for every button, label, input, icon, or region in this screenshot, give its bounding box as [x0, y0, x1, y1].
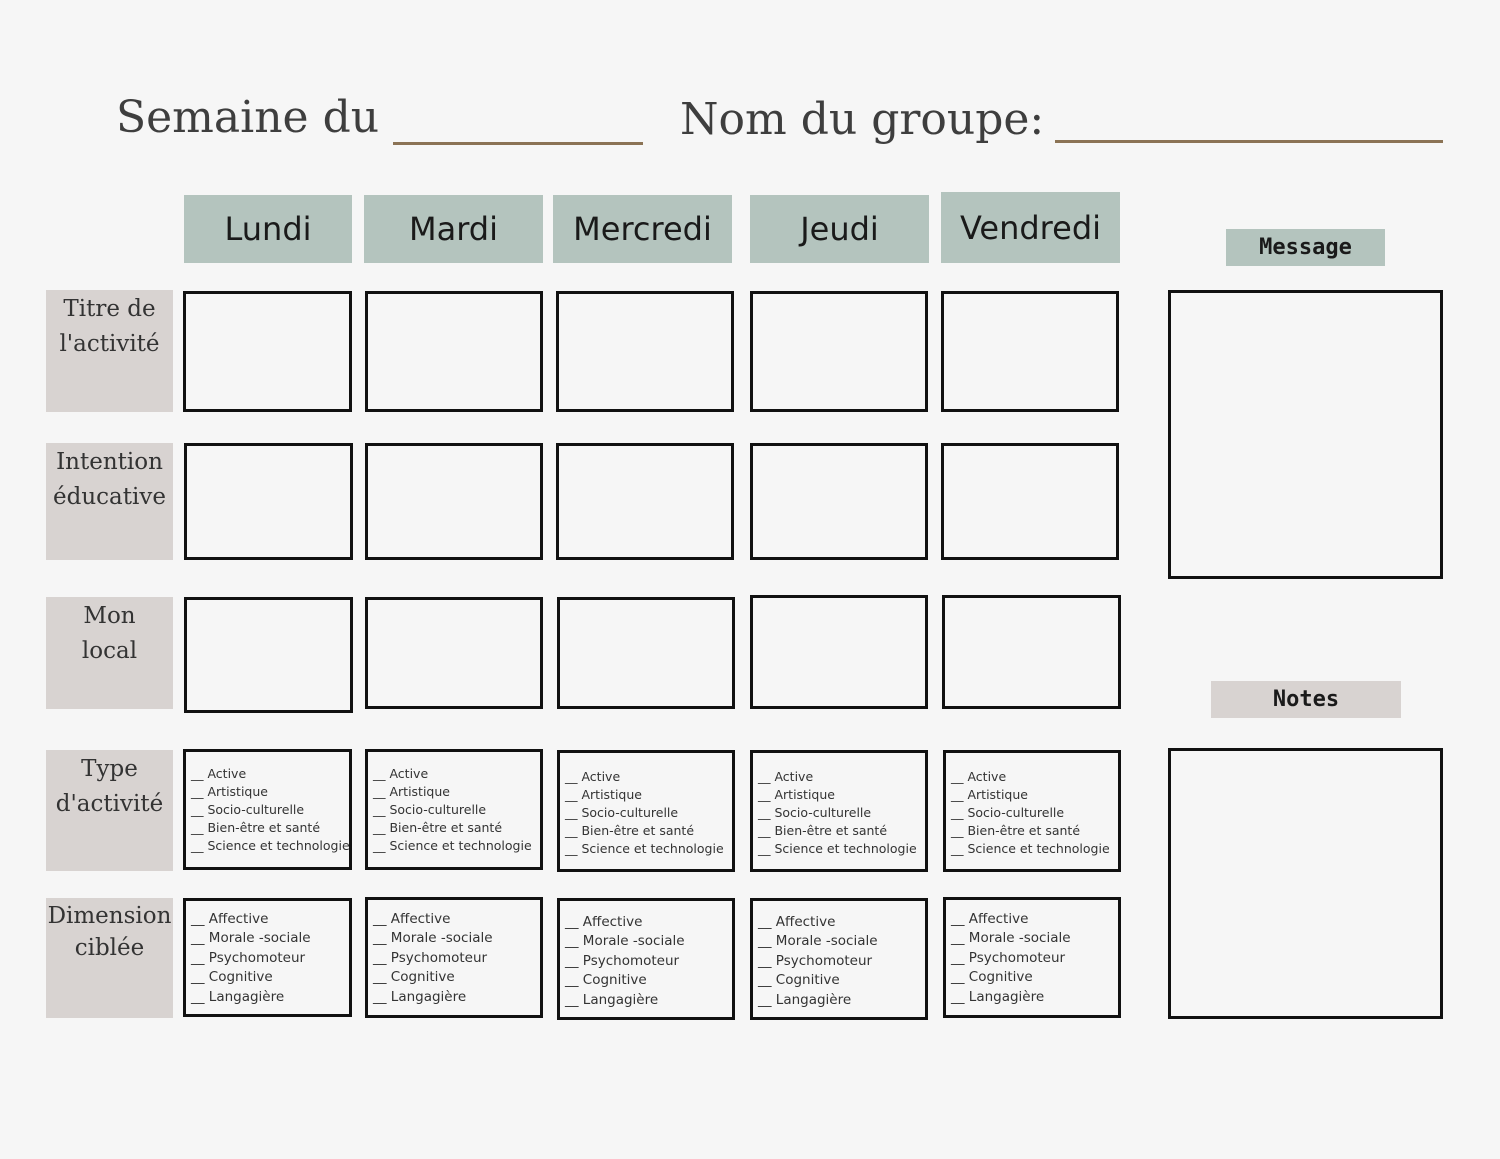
dimension-option-langagiere[interactable]: __ Langagière: [565, 991, 659, 1008]
type-option-socio-culturelle[interactable]: __ Socio-culturelle: [758, 805, 872, 820]
type-cell-friday[interactable]: [943, 750, 1121, 872]
week-label: Semaine du: [116, 92, 380, 143]
dimension-option-cognitive[interactable]: __ Cognitive: [191, 969, 273, 986]
title-cell-friday[interactable]: [941, 291, 1119, 412]
type-option-science[interactable]: __ Science et technologie: [191, 838, 350, 853]
type-option-bien-etre[interactable]: __ Bien-être et santé: [758, 823, 888, 838]
type-option-artistique[interactable]: __ Artistique: [191, 784, 268, 799]
intention-cell-monday[interactable]: [184, 443, 353, 560]
notes-box[interactable]: [1168, 748, 1443, 1019]
message-box[interactable]: [1168, 290, 1443, 579]
type-option-artistique[interactable]: __ Artistique: [758, 787, 835, 802]
day-header-monday: Lundi: [184, 195, 352, 263]
dimension-option-cognitive[interactable]: __ Cognitive: [565, 972, 647, 989]
dimension-option-morale-sociale[interactable]: __ Morale -sociale: [565, 933, 685, 950]
title-cell-thursday[interactable]: [750, 291, 928, 412]
dimension-option-langagiere[interactable]: __ Langagière: [191, 988, 285, 1005]
notes-header: Notes: [1211, 681, 1401, 718]
dimension-option-psychomoteur[interactable]: __ Psychomoteur: [191, 949, 306, 966]
title-cell-monday[interactable]: [183, 291, 352, 412]
type-cell-tuesday[interactable]: [365, 749, 543, 870]
dimension-option-morale-sociale[interactable]: __ Morale -sociale: [951, 930, 1071, 947]
dimension-cell-thursday[interactable]: [750, 898, 928, 1020]
dimension-option-cognitive[interactable]: __ Cognitive: [758, 972, 840, 989]
dimension-cell-monday[interactable]: [183, 898, 352, 1017]
dimension-option-affective[interactable]: __ Affective: [565, 914, 643, 930]
intention-cell-wednesday[interactable]: [556, 443, 734, 560]
day-header-wednesday: Mercredi: [553, 195, 732, 263]
type-option-science[interactable]: __ Science et technologie: [951, 841, 1110, 856]
day-header-tuesday: Mardi: [364, 195, 543, 263]
dimension-cell-wednesday[interactable]: [557, 898, 735, 1020]
type-cell-thursday[interactable]: [750, 750, 928, 872]
row-label-local: Mon local: [46, 597, 173, 709]
day-header-friday: Vendredi: [941, 192, 1120, 263]
dimension-option-affective[interactable]: __ Affective: [951, 911, 1029, 927]
type-option-science[interactable]: __ Science et technologie: [373, 838, 532, 853]
local-cell-monday[interactable]: [184, 597, 353, 713]
local-cell-friday[interactable]: [942, 595, 1121, 709]
day-header-thursday: Jeudi: [750, 195, 929, 263]
dimension-option-morale-sociale[interactable]: __ Morale -sociale: [373, 930, 493, 947]
intention-cell-thursday[interactable]: [750, 443, 928, 560]
row-label-intention: Intention éducative: [46, 443, 173, 560]
intention-cell-friday[interactable]: [941, 443, 1119, 560]
type-option-socio-culturelle[interactable]: __ Socio-culturelle: [951, 805, 1065, 820]
type-option-bien-etre[interactable]: __ Bien-être et santé: [373, 820, 503, 835]
intention-cell-tuesday[interactable]: [365, 443, 543, 560]
type-option-active[interactable]: __ Active: [565, 769, 621, 784]
row-label-dimension: Dimension ciblée: [46, 898, 173, 1018]
type-option-socio-culturelle[interactable]: __ Socio-culturelle: [191, 802, 305, 817]
dimension-option-langagiere[interactable]: __ Langagière: [758, 991, 852, 1008]
dimension-option-morale-sociale[interactable]: __ Morale -sociale: [758, 933, 878, 950]
type-option-active[interactable]: __ Active: [191, 766, 247, 781]
type-option-active[interactable]: __ Active: [758, 769, 814, 784]
title-cell-wednesday[interactable]: [556, 291, 734, 412]
type-cell-monday[interactable]: [183, 749, 352, 870]
dimension-option-langagiere[interactable]: __ Langagière: [951, 988, 1045, 1005]
title-cell-tuesday[interactable]: [365, 291, 543, 412]
dimension-option-cognitive[interactable]: __ Cognitive: [373, 969, 455, 986]
type-option-socio-culturelle[interactable]: __ Socio-culturelle: [565, 805, 679, 820]
type-option-socio-culturelle[interactable]: __ Socio-culturelle: [373, 802, 487, 817]
dimension-option-affective[interactable]: __ Affective: [758, 914, 836, 930]
type-cell-wednesday[interactable]: [557, 750, 735, 872]
dimension-option-cognitive[interactable]: __ Cognitive: [951, 969, 1033, 986]
type-option-bien-etre[interactable]: __ Bien-être et santé: [951, 823, 1081, 838]
type-option-artistique[interactable]: __ Artistique: [373, 784, 450, 799]
dimension-cell-tuesday[interactable]: [365, 897, 543, 1018]
local-cell-wednesday[interactable]: [557, 597, 735, 709]
type-option-science[interactable]: __ Science et technologie: [758, 841, 917, 856]
type-option-active[interactable]: __ Active: [373, 766, 429, 781]
message-header: Message: [1226, 229, 1385, 266]
row-label-type: Type d'activité: [46, 750, 173, 871]
row-label-title: Titre de l'activité: [46, 290, 173, 412]
dimension-option-psychomoteur[interactable]: __ Psychomoteur: [373, 949, 488, 966]
week-input-line[interactable]: [393, 142, 643, 145]
dimension-option-affective[interactable]: __ Affective: [191, 911, 269, 927]
type-option-science[interactable]: __ Science et technologie: [565, 841, 724, 856]
dimension-option-psychomoteur[interactable]: __ Psychomoteur: [758, 952, 873, 969]
local-cell-tuesday[interactable]: [365, 597, 543, 709]
type-option-artistique[interactable]: __ Artistique: [565, 787, 642, 802]
dimension-option-langagiere[interactable]: __ Langagière: [373, 988, 467, 1005]
dimension-option-psychomoteur[interactable]: __ Psychomoteur: [951, 949, 1066, 966]
type-option-bien-etre[interactable]: __ Bien-être et santé: [565, 823, 695, 838]
group-label: Nom du groupe:: [680, 94, 1045, 145]
dimension-option-affective[interactable]: __ Affective: [373, 911, 451, 927]
type-option-bien-etre[interactable]: __ Bien-être et santé: [191, 820, 321, 835]
dimension-cell-friday[interactable]: [943, 897, 1121, 1018]
dimension-option-morale-sociale[interactable]: __ Morale -sociale: [191, 930, 311, 947]
dimension-option-psychomoteur[interactable]: __ Psychomoteur: [565, 952, 680, 969]
type-option-artistique[interactable]: __ Artistique: [951, 787, 1028, 802]
type-option-active[interactable]: __ Active: [951, 769, 1007, 784]
local-cell-thursday[interactable]: [750, 595, 928, 709]
group-input-line[interactable]: [1055, 140, 1443, 143]
